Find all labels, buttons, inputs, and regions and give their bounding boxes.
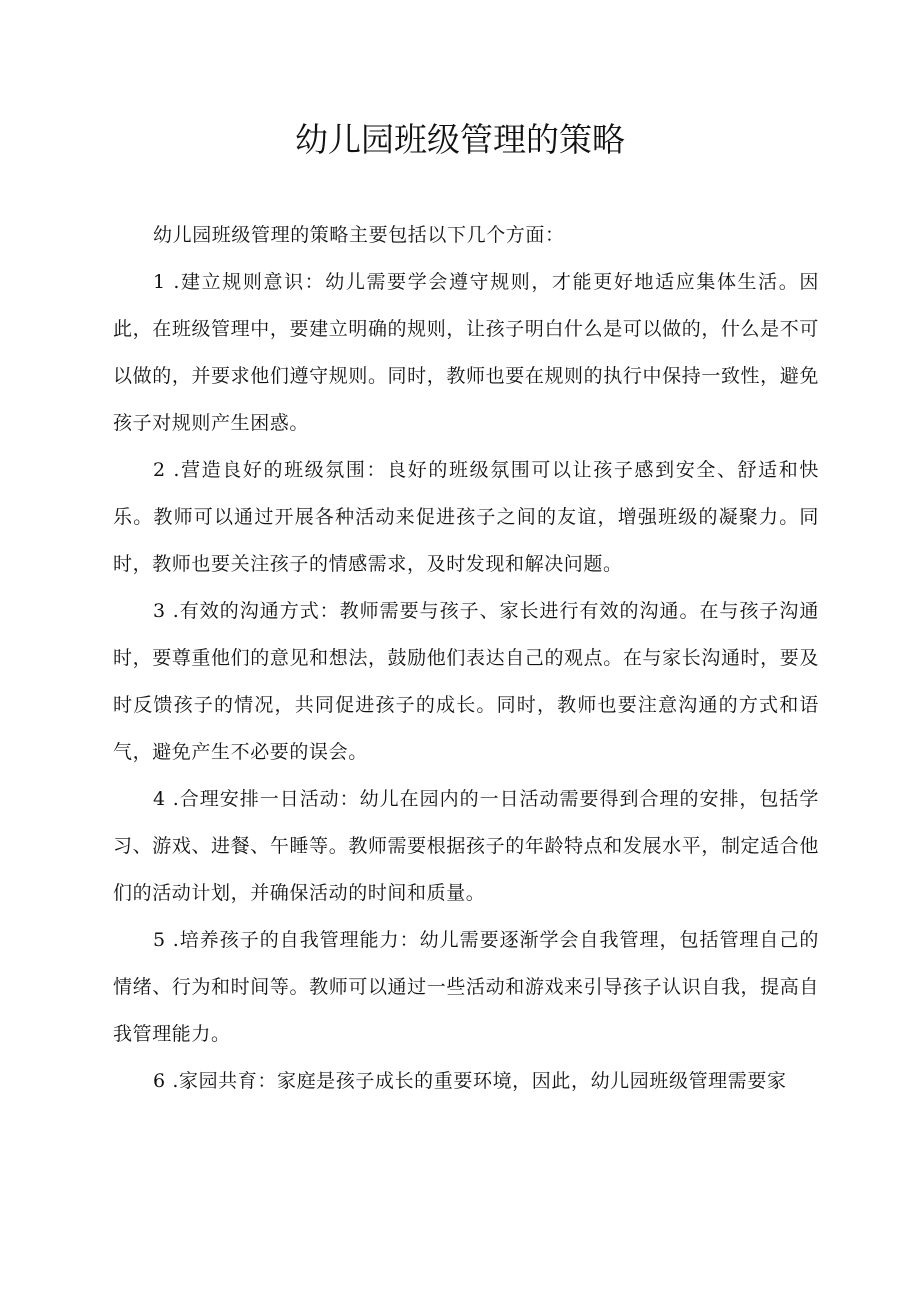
item-text: .合理安排一日活动：幼儿在园内的一日活动需要得到合理的安排，包括学习、游戏、进餐、午睡等。教师需要根据孩子的年龄特点和发展水平，制定适合他们的活动计划，并确保活动的时间和质量。 bbox=[113, 788, 819, 904]
item-number: 1 bbox=[153, 271, 166, 293]
item-text: .培养孩子的自我管理能力：幼儿需要逐渐学会自我管理，包括管理自己的情绪、行为和时间等。教师可以通过一些活动和游戏来引导孩子认识自我，提高自我管理能力。 bbox=[113, 929, 819, 1045]
item-number: 3 bbox=[153, 600, 166, 622]
list-item bbox=[113, 1058, 819, 1105]
item-text: .有效的沟通方式：教师需要与孩子、家长进行有效的沟通。在与孩子沟通时，要尊重他们的意见和想法，鼓励他们表达自己的观点。在与家长沟通时，要及时反馈孩子的情况，共同促进孩子的成长。同时，教师也要注意沟通的方式和语气，避免产生不必要的误会。 bbox=[113, 600, 819, 763]
list-item bbox=[113, 776, 819, 917]
document-body bbox=[113, 212, 819, 1105]
list-item bbox=[113, 588, 819, 776]
item-number: 6 bbox=[153, 1070, 166, 1092]
intro-paragraph: 幼儿园班级管理的策略主要包括以下几个方面： bbox=[153, 224, 565, 246]
item-text: .营造良好的班级氛围：良好的班级氛围可以让孩子感到安全、舒适和快乐。教师可以通过开展各种活动来促进孩子之间的友谊，增强班级的凝聚力。同时，教师也要关注孩子的情感需求，及时发现和解决问题。 bbox=[113, 459, 819, 575]
item-text: .家园共育：家庭是孩子成长的重要环境，因此，幼儿园班级管理需要家 bbox=[165, 1070, 787, 1092]
list-item bbox=[113, 447, 819, 588]
document-title: 幼儿园班级管理的策略 bbox=[295, 120, 625, 159]
list-item bbox=[113, 259, 819, 447]
list-item bbox=[113, 917, 819, 1058]
item-text: .建立规则意识：幼儿需要学会遵守规则，才能更好地适应集体生活。因此，在班级管理中，要建立明确的规则，让孩子明白什么是可以做的，什么是不可以做的，并要求他们遵守规则。同时，教师也要在规则的执行中保持一致性，避免孩子对规则产生困惑。 bbox=[113, 271, 819, 434]
item-number: 2 bbox=[153, 459, 166, 481]
item-number: 4 bbox=[153, 788, 166, 810]
item-number: 5 bbox=[153, 929, 166, 951]
